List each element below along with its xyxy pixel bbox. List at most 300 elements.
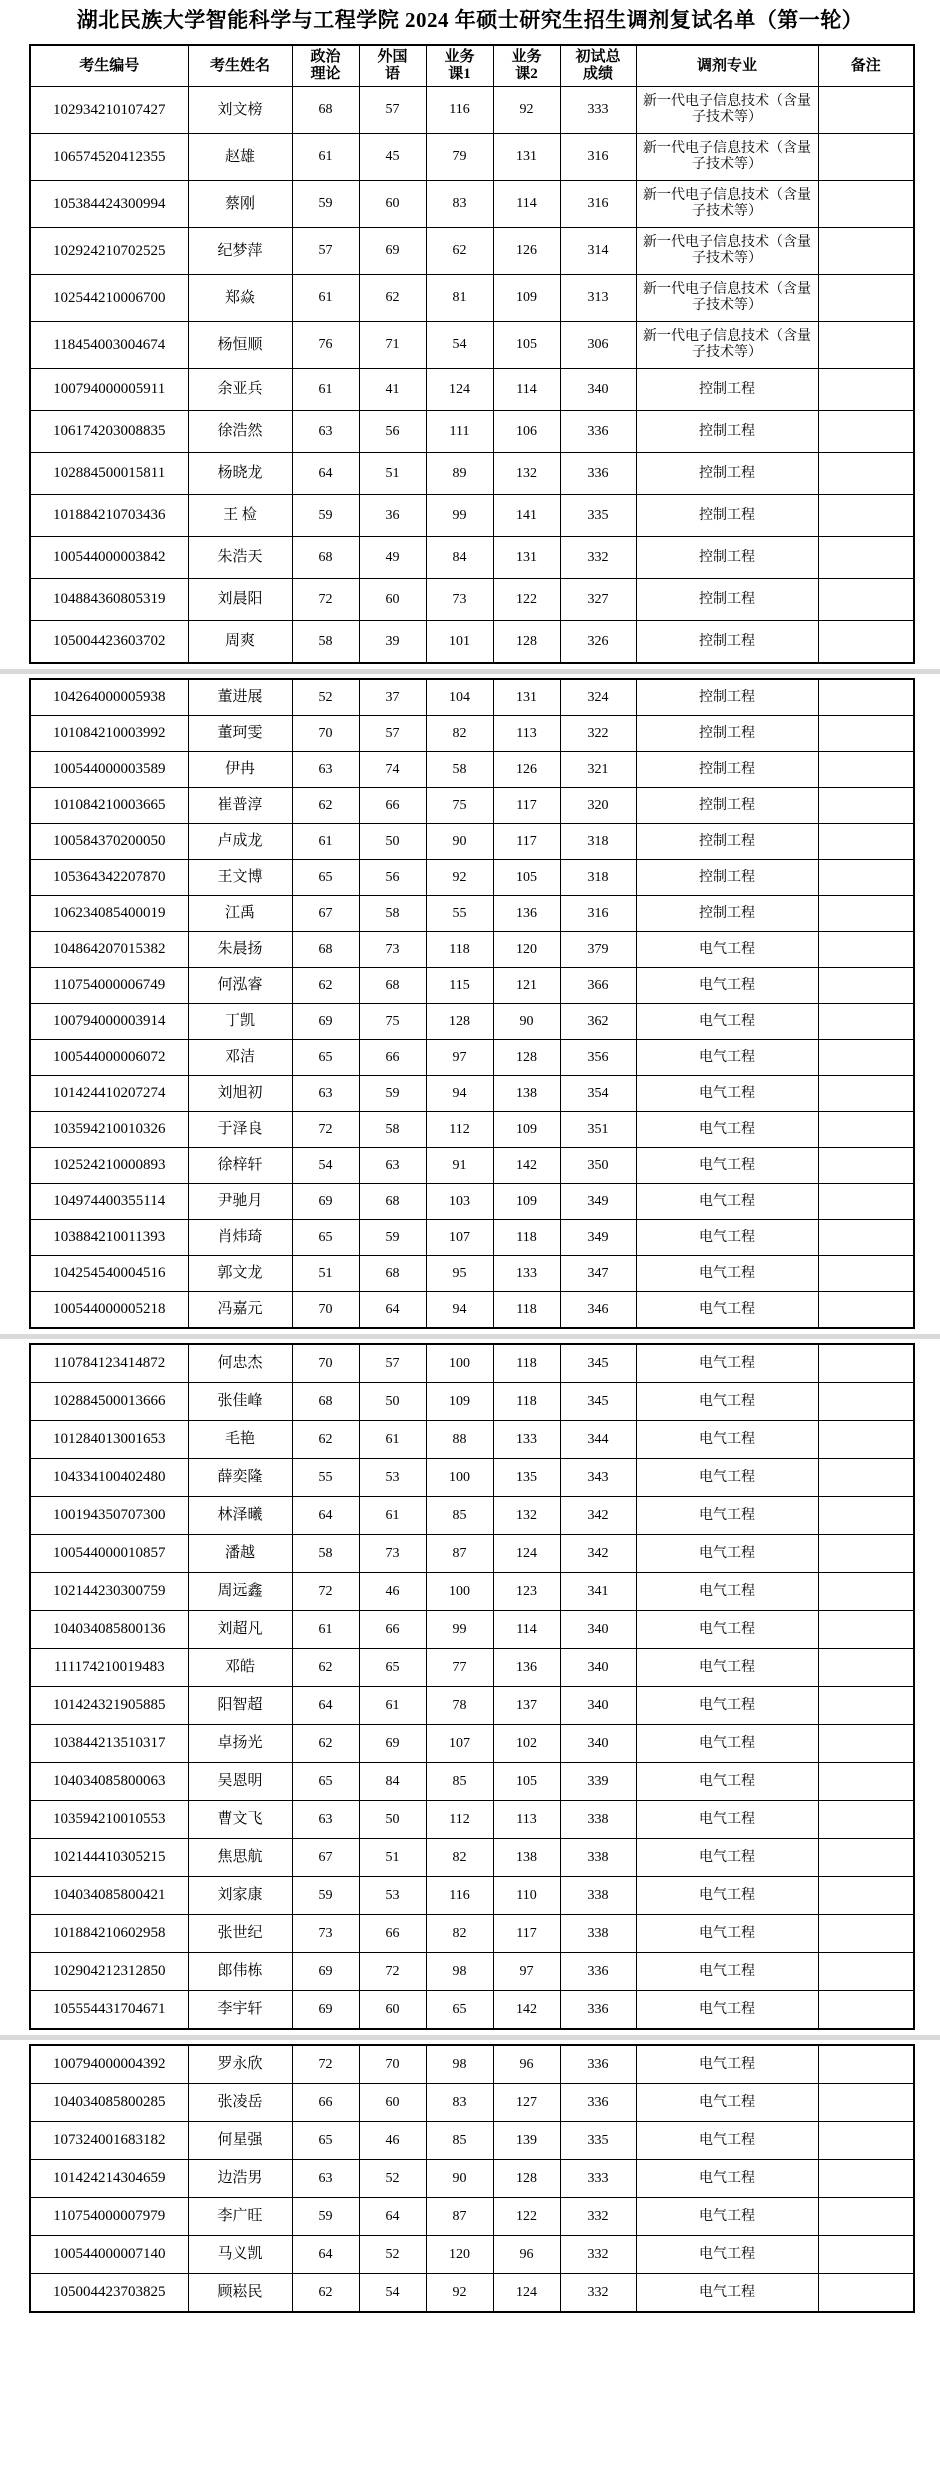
politics-score-cell: 61 (292, 824, 359, 860)
foreign-language-score-cell: 71 (359, 322, 426, 369)
course2-score-cell: 114 (493, 369, 560, 411)
remark-cell (818, 1725, 914, 1763)
total-score-cell: 356 (560, 1040, 636, 1076)
total-score-cell: 332 (560, 537, 636, 579)
table-row (30, 1004, 914, 1040)
adjusted-major-cell: 新一代电子信息技术（含量子技术等） (636, 322, 818, 369)
course1-score-cell: 118 (426, 932, 493, 968)
table-row (30, 1991, 914, 2030)
total-score-cell: 379 (560, 932, 636, 968)
course1-score-cell: 84 (426, 537, 493, 579)
column-header: 政治 理论 (292, 45, 359, 87)
total-score-cell: 333 (560, 2160, 636, 2198)
candidate-name-cell: 杨晓龙 (188, 453, 292, 495)
adjusted-major-cell: 电气工程 (636, 2160, 818, 2198)
total-score-cell: 332 (560, 2198, 636, 2236)
course2-score-cell: 113 (493, 1801, 560, 1839)
remark-cell (818, 752, 914, 788)
candidate-name-cell: 郑焱 (188, 275, 292, 322)
foreign-language-score-cell: 60 (359, 181, 426, 228)
column-header: 考生编号 (30, 45, 188, 87)
candidate-id-cell: 105364342207870 (30, 860, 188, 896)
remark-cell (818, 788, 914, 824)
course2-score-cell: 106 (493, 411, 560, 453)
course2-score-cell: 135 (493, 1459, 560, 1497)
total-score-cell: 306 (560, 322, 636, 369)
course2-score-cell: 124 (493, 2274, 560, 2313)
candidate-name-cell: 曹文飞 (188, 1801, 292, 1839)
candidate-id-cell: 102144410305215 (30, 1839, 188, 1877)
remark-cell (818, 1953, 914, 1991)
course2-score-cell: 133 (493, 1256, 560, 1292)
foreign-language-score-cell: 68 (359, 1184, 426, 1220)
adjusted-major-cell: 新一代电子信息技术（含量子技术等） (636, 134, 818, 181)
course1-score-cell: 124 (426, 369, 493, 411)
course1-score-cell: 77 (426, 1649, 493, 1687)
remark-cell (818, 824, 914, 860)
course1-score-cell: 88 (426, 1421, 493, 1459)
table-row (30, 1535, 914, 1573)
candidate-name-cell: 尹驰月 (188, 1184, 292, 1220)
table-row (30, 2160, 914, 2198)
table-row (30, 716, 914, 752)
foreign-language-score-cell: 57 (359, 87, 426, 134)
course1-score-cell: 82 (426, 1839, 493, 1877)
course1-score-cell: 85 (426, 1497, 493, 1535)
adjusted-major-cell: 电气工程 (636, 1915, 818, 1953)
candidate-name-cell: 李广旺 (188, 2198, 292, 2236)
candidate-name-cell: 董珂雯 (188, 716, 292, 752)
course1-score-cell: 107 (426, 1220, 493, 1256)
candidate-name-cell: 刘超凡 (188, 1611, 292, 1649)
remark-cell (818, 1076, 914, 1112)
course1-score-cell: 58 (426, 752, 493, 788)
remark-cell (818, 1459, 914, 1497)
foreign-language-score-cell: 53 (359, 1877, 426, 1915)
adjusted-major-cell: 电气工程 (636, 968, 818, 1004)
remark-cell (818, 2084, 914, 2122)
course1-score-cell: 103 (426, 1184, 493, 1220)
candidate-name-cell: 蔡刚 (188, 181, 292, 228)
course2-score-cell: 118 (493, 1344, 560, 1383)
foreign-language-score-cell: 60 (359, 1991, 426, 2030)
column-header: 考生姓名 (188, 45, 292, 87)
politics-score-cell: 68 (292, 932, 359, 968)
adjusted-major-cell: 电气工程 (636, 1763, 818, 1801)
candidate-id-cell: 101884210703436 (30, 495, 188, 537)
foreign-language-score-cell: 61 (359, 1497, 426, 1535)
politics-score-cell: 61 (292, 275, 359, 322)
roster-table-page-3 (29, 1343, 915, 2030)
table-row (30, 1040, 914, 1076)
course2-score-cell: 97 (493, 1953, 560, 1991)
candidate-name-cell: 周爽 (188, 621, 292, 664)
course2-score-cell: 142 (493, 1148, 560, 1184)
candidate-id-cell: 105384424300994 (30, 181, 188, 228)
course2-score-cell: 138 (493, 1839, 560, 1877)
foreign-language-score-cell: 50 (359, 1801, 426, 1839)
total-score-cell: 349 (560, 1184, 636, 1220)
adjusted-major-cell: 控制工程 (636, 411, 818, 453)
adjusted-major-cell: 电气工程 (636, 1383, 818, 1421)
table-row (30, 1076, 914, 1112)
foreign-language-score-cell: 62 (359, 275, 426, 322)
remark-cell (818, 2045, 914, 2084)
adjusted-major-cell: 控制工程 (636, 716, 818, 752)
politics-score-cell: 70 (292, 1344, 359, 1383)
course2-score-cell: 105 (493, 860, 560, 896)
remark-cell (818, 860, 914, 896)
page-title: 湖北民族大学智能科学与工程学院 2024 年硕士研究生招生调剂复试名单（第一轮） (76, 8, 864, 32)
course2-score-cell: 118 (493, 1383, 560, 1421)
politics-score-cell: 70 (292, 716, 359, 752)
total-score-cell: 326 (560, 621, 636, 664)
remark-cell (818, 1497, 914, 1535)
adjusted-major-cell: 电气工程 (636, 932, 818, 968)
total-score-cell: 342 (560, 1497, 636, 1535)
total-score-cell: 336 (560, 2084, 636, 2122)
adjusted-major-cell: 电气工程 (636, 1459, 818, 1497)
total-score-cell: 332 (560, 2236, 636, 2274)
course2-score-cell: 127 (493, 2084, 560, 2122)
total-score-cell: 340 (560, 1611, 636, 1649)
total-score-cell: 343 (560, 1459, 636, 1497)
politics-score-cell: 76 (292, 322, 359, 369)
roster-table-page-1 (29, 44, 915, 664)
course1-score-cell: 112 (426, 1112, 493, 1148)
remark-cell (818, 1148, 914, 1184)
candidate-name-cell: 张凌岳 (188, 2084, 292, 2122)
adjusted-major-cell: 控制工程 (636, 679, 818, 716)
course1-score-cell: 62 (426, 228, 493, 275)
foreign-language-score-cell: 54 (359, 2274, 426, 2313)
adjusted-major-cell: 电气工程 (636, 2122, 818, 2160)
foreign-language-score-cell: 58 (359, 896, 426, 932)
politics-score-cell: 68 (292, 87, 359, 134)
course1-score-cell: 98 (426, 2045, 493, 2084)
candidate-name-cell: 肖炜琦 (188, 1220, 292, 1256)
total-score-cell: 324 (560, 679, 636, 716)
course2-score-cell: 105 (493, 1763, 560, 1801)
candidate-name-cell: 杨恒顺 (188, 322, 292, 369)
course1-score-cell: 85 (426, 2122, 493, 2160)
remark-cell (818, 1040, 914, 1076)
column-header: 业务 课1 (426, 45, 493, 87)
adjusted-major-cell: 电气工程 (636, 1953, 818, 1991)
politics-score-cell: 62 (292, 1649, 359, 1687)
course1-score-cell: 104 (426, 679, 493, 716)
course1-score-cell: 92 (426, 2274, 493, 2313)
total-score-cell: 314 (560, 228, 636, 275)
remark-cell (818, 322, 914, 369)
remark-cell (818, 968, 914, 1004)
course1-score-cell: 94 (426, 1076, 493, 1112)
adjusted-major-cell: 电气工程 (636, 1256, 818, 1292)
candidate-name-cell: 于泽良 (188, 1112, 292, 1148)
candidate-name-cell: 李宇轩 (188, 1991, 292, 2030)
candidate-name-cell: 马义凯 (188, 2236, 292, 2274)
politics-score-cell: 68 (292, 1383, 359, 1421)
politics-score-cell: 69 (292, 1004, 359, 1040)
remark-cell (818, 1292, 914, 1329)
adjusted-major-cell: 新一代电子信息技术（含量子技术等） (636, 228, 818, 275)
course1-score-cell: 112 (426, 1801, 493, 1839)
foreign-language-score-cell: 50 (359, 1383, 426, 1421)
candidate-name-cell: 冯嘉元 (188, 1292, 292, 1329)
remark-cell (818, 411, 914, 453)
column-header: 初试总 成绩 (560, 45, 636, 87)
candidate-name-cell: 刘晨阳 (188, 579, 292, 621)
candidate-id-cell: 107324001683182 (30, 2122, 188, 2160)
course2-score-cell: 118 (493, 1220, 560, 1256)
candidate-id-cell: 110754000007979 (30, 2198, 188, 2236)
politics-score-cell: 62 (292, 788, 359, 824)
course1-score-cell: 94 (426, 1292, 493, 1329)
course1-score-cell: 100 (426, 1459, 493, 1497)
foreign-language-score-cell: 61 (359, 1687, 426, 1725)
total-score-cell: 341 (560, 1573, 636, 1611)
politics-score-cell: 72 (292, 1573, 359, 1611)
total-score-cell: 313 (560, 275, 636, 322)
total-score-cell: 335 (560, 2122, 636, 2160)
total-score-cell: 345 (560, 1383, 636, 1421)
course1-score-cell: 116 (426, 1877, 493, 1915)
course2-score-cell: 128 (493, 621, 560, 664)
remark-cell (818, 2122, 914, 2160)
total-score-cell: 349 (560, 1220, 636, 1256)
adjusted-major-cell: 电气工程 (636, 1076, 818, 1112)
table-row (30, 228, 914, 275)
foreign-language-score-cell: 64 (359, 1292, 426, 1329)
total-score-cell: 333 (560, 87, 636, 134)
foreign-language-score-cell: 73 (359, 932, 426, 968)
page-break-divider (0, 669, 940, 674)
adjusted-major-cell: 新一代电子信息技术（含量子技术等） (636, 181, 818, 228)
politics-score-cell: 59 (292, 495, 359, 537)
table-row (30, 2045, 914, 2084)
course1-score-cell: 99 (426, 1611, 493, 1649)
remark-cell (818, 1344, 914, 1383)
adjusted-major-cell: 电气工程 (636, 1877, 818, 1915)
total-score-cell: 336 (560, 1953, 636, 1991)
candidate-id-cell: 100544000005218 (30, 1292, 188, 1329)
table-row (30, 1763, 914, 1801)
total-score-cell: 340 (560, 369, 636, 411)
candidate-name-cell: 刘家康 (188, 1877, 292, 1915)
table-row (30, 788, 914, 824)
candidate-name-cell: 何星强 (188, 2122, 292, 2160)
politics-score-cell: 65 (292, 1763, 359, 1801)
table-row (30, 453, 914, 495)
course1-score-cell: 85 (426, 1763, 493, 1801)
adjusted-major-cell: 电气工程 (636, 2084, 818, 2122)
course2-score-cell: 138 (493, 1076, 560, 1112)
foreign-language-score-cell: 68 (359, 968, 426, 1004)
candidate-id-cell: 104034085800136 (30, 1611, 188, 1649)
politics-score-cell: 64 (292, 453, 359, 495)
foreign-language-score-cell: 70 (359, 2045, 426, 2084)
course2-score-cell: 102 (493, 1725, 560, 1763)
candidate-id-cell: 111174210019483 (30, 1649, 188, 1687)
adjusted-major-cell: 电气工程 (636, 1148, 818, 1184)
politics-score-cell: 55 (292, 1459, 359, 1497)
table-row (30, 1292, 914, 1329)
candidate-id-cell: 100544000003842 (30, 537, 188, 579)
adjusted-major-cell: 控制工程 (636, 896, 818, 932)
remark-cell (818, 1839, 914, 1877)
politics-score-cell: 62 (292, 1421, 359, 1459)
table-row (30, 1256, 914, 1292)
remark-cell (818, 896, 914, 932)
candidate-name-cell: 邓洁 (188, 1040, 292, 1076)
adjusted-major-cell: 控制工程 (636, 537, 818, 579)
total-score-cell: 342 (560, 1535, 636, 1573)
remark-cell (818, 181, 914, 228)
remark-cell (818, 369, 914, 411)
foreign-language-score-cell: 52 (359, 2160, 426, 2198)
course2-score-cell: 126 (493, 228, 560, 275)
course1-score-cell: 89 (426, 453, 493, 495)
candidate-id-cell: 101424410207274 (30, 1076, 188, 1112)
politics-score-cell: 61 (292, 369, 359, 411)
course2-score-cell: 133 (493, 1421, 560, 1459)
course1-score-cell: 101 (426, 621, 493, 664)
politics-score-cell: 69 (292, 1184, 359, 1220)
foreign-language-score-cell: 60 (359, 579, 426, 621)
candidate-id-cell: 101284013001653 (30, 1421, 188, 1459)
candidate-id-cell: 106174203008835 (30, 411, 188, 453)
foreign-language-score-cell: 56 (359, 860, 426, 896)
politics-score-cell: 63 (292, 2160, 359, 2198)
adjusted-major-cell: 新一代电子信息技术（含量子技术等） (636, 87, 818, 134)
table-row (30, 1725, 914, 1763)
foreign-language-score-cell: 46 (359, 2122, 426, 2160)
candidate-id-cell: 110784123414872 (30, 1344, 188, 1383)
table-row (30, 1112, 914, 1148)
foreign-language-score-cell: 41 (359, 369, 426, 411)
table-row (30, 932, 914, 968)
course1-score-cell: 128 (426, 1004, 493, 1040)
course2-score-cell: 137 (493, 1687, 560, 1725)
candidate-id-cell: 100194350707300 (30, 1497, 188, 1535)
politics-score-cell: 52 (292, 679, 359, 716)
candidate-id-cell: 102884500015811 (30, 453, 188, 495)
total-score-cell: 350 (560, 1148, 636, 1184)
politics-score-cell: 63 (292, 1801, 359, 1839)
total-score-cell: 338 (560, 1877, 636, 1915)
foreign-language-score-cell: 69 (359, 228, 426, 275)
course2-score-cell: 117 (493, 788, 560, 824)
total-score-cell: 339 (560, 1763, 636, 1801)
total-score-cell: 362 (560, 1004, 636, 1040)
candidate-id-cell: 101424321905885 (30, 1687, 188, 1725)
remark-cell (818, 1763, 914, 1801)
adjusted-major-cell: 电气工程 (636, 1573, 818, 1611)
course2-score-cell: 122 (493, 2198, 560, 2236)
candidate-name-cell: 刘旭初 (188, 1076, 292, 1112)
table-row (30, 1344, 914, 1383)
course1-score-cell: 83 (426, 181, 493, 228)
adjusted-major-cell: 新一代电子信息技术（含量子技术等） (636, 275, 818, 322)
foreign-language-score-cell: 74 (359, 752, 426, 788)
course2-score-cell: 132 (493, 453, 560, 495)
candidate-name-cell: 余亚兵 (188, 369, 292, 411)
candidate-id-cell: 106234085400019 (30, 896, 188, 932)
candidate-id-cell: 106574520412355 (30, 134, 188, 181)
adjusted-major-cell: 电气工程 (636, 1292, 818, 1329)
adjusted-major-cell: 电气工程 (636, 2274, 818, 2313)
candidate-name-cell: 潘越 (188, 1535, 292, 1573)
foreign-language-score-cell: 66 (359, 1611, 426, 1649)
foreign-language-score-cell: 57 (359, 716, 426, 752)
remark-cell (818, 1184, 914, 1220)
total-score-cell: 366 (560, 968, 636, 1004)
remark-cell (818, 579, 914, 621)
candidate-id-cell: 100794000004392 (30, 2045, 188, 2084)
candidate-id-cell: 104884360805319 (30, 579, 188, 621)
foreign-language-score-cell: 60 (359, 2084, 426, 2122)
adjusted-major-cell: 电气工程 (636, 1344, 818, 1383)
politics-score-cell: 54 (292, 1148, 359, 1184)
foreign-language-score-cell: 51 (359, 1839, 426, 1877)
candidate-id-cell: 105004423603702 (30, 621, 188, 664)
candidate-name-cell: 朱晨扬 (188, 932, 292, 968)
candidate-id-cell: 101884210602958 (30, 1915, 188, 1953)
table-row (30, 369, 914, 411)
table-row (30, 87, 914, 134)
adjusted-major-cell: 控制工程 (636, 824, 818, 860)
total-score-cell: 336 (560, 453, 636, 495)
header-row (30, 45, 914, 87)
candidate-id-cell: 100794000003914 (30, 1004, 188, 1040)
course1-score-cell: 95 (426, 1256, 493, 1292)
candidate-name-cell: 顾崧民 (188, 2274, 292, 2313)
column-header: 业务 课2 (493, 45, 560, 87)
candidate-id-cell: 100794000005911 (30, 369, 188, 411)
remark-cell (818, 1991, 914, 2030)
total-score-cell: 321 (560, 752, 636, 788)
remark-cell (818, 2160, 914, 2198)
politics-score-cell: 72 (292, 579, 359, 621)
course2-score-cell: 113 (493, 716, 560, 752)
politics-score-cell: 65 (292, 860, 359, 896)
remark-cell (818, 1383, 914, 1421)
course2-score-cell: 131 (493, 134, 560, 181)
remark-cell (818, 679, 914, 716)
adjusted-major-cell: 控制工程 (636, 495, 818, 537)
table-row (30, 860, 914, 896)
foreign-language-score-cell: 65 (359, 1649, 426, 1687)
table-row (30, 579, 914, 621)
foreign-language-score-cell: 66 (359, 1040, 426, 1076)
candidate-id-cell: 102544210006700 (30, 275, 188, 322)
total-score-cell: 354 (560, 1076, 636, 1112)
candidate-id-cell: 104974400355114 (30, 1184, 188, 1220)
course2-score-cell: 90 (493, 1004, 560, 1040)
foreign-language-score-cell: 59 (359, 1220, 426, 1256)
adjusted-major-cell: 控制工程 (636, 752, 818, 788)
adjusted-major-cell: 电气工程 (636, 1184, 818, 1220)
foreign-language-score-cell: 52 (359, 2236, 426, 2274)
candidate-name-cell: 朱浩天 (188, 537, 292, 579)
remark-cell (818, 1220, 914, 1256)
candidate-name-cell: 江禹 (188, 896, 292, 932)
course1-score-cell: 90 (426, 824, 493, 860)
politics-score-cell: 63 (292, 752, 359, 788)
course1-score-cell: 99 (426, 495, 493, 537)
politics-score-cell: 57 (292, 228, 359, 275)
total-score-cell: 336 (560, 1991, 636, 2030)
